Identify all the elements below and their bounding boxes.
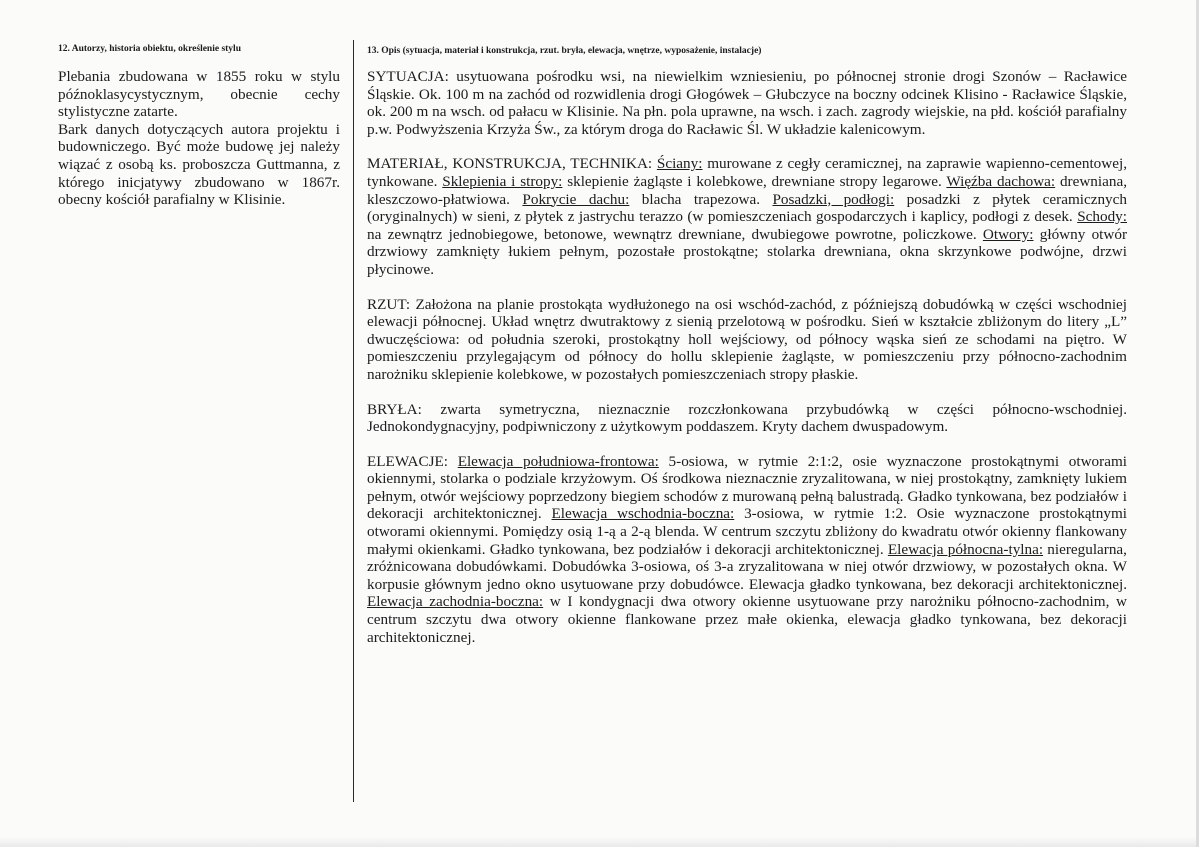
elewacja-wschodnia-label: Elewacja wschodnia-boczna: (551, 505, 735, 523)
posadzki-text: posadzki z płytek ceramicznych (oryginalnych) w sieni, z płytek z jastrychu terazzo (w pomieszczeniach gospodarczych i kaplicy, podłogi z desek. (367, 190, 1127, 226)
author-paragraph: Bark danych dotyczących autora projektu i budowniczego. Być może budowę jej należy wiązać z osobą ks. proboszcza Guttmanna, z którego inicjatywy zbudowano w 1867r. obecny kościół parafialny w Klisinie. (58, 120, 340, 209)
sklepienia-text: sklepienie żagląste i kolebkowe, drewniane stropy legarowe. (562, 172, 947, 190)
wiezba-text: drewniana, kleszczowo-płatwiowa. (367, 172, 1127, 208)
elewacja-polnocna-label: Elewacja północna-tylna: (887, 540, 1044, 558)
sciany-text: murowane z cegły ceramicznej, na zaprawie wapienno-cementowej, tynkowane. (367, 155, 1127, 190)
elewacja-wschodnia-text: 3-osiowa, w rytmie 1:2. Osie wyznaczone prostokątnymi otworami okiennymi. Pomiędzy osią 1-ą a 2-ą blenda. W centrum szczytu zbliżony do kwadratu otwór okienny flankowany małymi okienkami. Gładko tynkowana, bez podziałów i dekoracji architektonicznej. (367, 505, 1127, 558)
posadzki-label: Posadzki, podłogi: (772, 190, 895, 208)
section-12-body (58, 68, 340, 209)
elewacja-poludniowa-text: 5-osiowa, w rytmie 2:1:2, osie wyznaczone prostokątnymi otworami okiennymi, stolarka o podziale krzyżowym. Oś środkowa nieznacznie zryzalitowana, w niej prostokątny, zamknięty lukiem pełnym, otwór wejściowy poprzedzony biegiem schodów z murowaną pełną balustradą. Gładko tynkowana, bez podziałów i dekoracji architektonicznej. (367, 452, 1127, 523)
schody-label: Schody: (1077, 208, 1127, 226)
elewacja-poludniowa-label: Elewacja południowa-frontowa: (457, 452, 659, 470)
schody-text: na zewnątrz jednobiegowe, betonowe, wewnątrz drewniane, dwubiegowe powrotne, policzkowe. (367, 225, 983, 243)
column-divider (353, 40, 354, 802)
scan-bottom-edge (0, 837, 1199, 847)
wiezba-label: Więźba dachowa: (946, 172, 1056, 190)
section-12-heading: 12. Autorzy, historia obiektu, określenie stylu (58, 44, 241, 54)
pokrycie-text: blacha trapezowa. (629, 190, 773, 208)
sytuacja-paragraph: SYTUACJA: usytuowana pośrodku wsi, na niewielkim wzniesieniu, po północnej stronie drogi Szonów – Racławice Śląskie. Ok. 100 m na zachód od rozwidlenia drogi Głogówek – Głubczyce na boczny odcinek Klisino - Racławice Śląskie, ok. 200 m na wsch. od pałacu w Klisinie. Na płn. pola uprawne, na wsch. i zach. zagrody wiejskie, na płd. kościół parafialny p.w. Podwyższenia Krzyża Św., za którym droga do Racławic Śl. W układzie kalenicowym. (367, 68, 1127, 138)
sklepienia-label: Sklepienia i stropy: (442, 172, 563, 190)
sciany-label: Ściany: (656, 155, 703, 173)
elewacje-lead: ELEWACJE: (367, 452, 458, 470)
elewacja-zachodnia-label: Elewacja zachodnia-boczna: (367, 593, 544, 611)
bryla-paragraph: BRYŁA: zwarta symetryczna, nieznacznie rozczłonkowana przybudówką w części północno-wschodniej. Jednokondygnacyjny, podpiwniczony z użytkowym poddaszem. Kryty dachem dwuspadowym. (367, 400, 1127, 436)
otwory-label: Otwory: (982, 225, 1034, 243)
elewacja-polnocna-text: nieregularna, zróżnicowana dobudówkami. Dobudówka 3-osiowa, oś 3-a zryzalitowana w niej otwór drzwiowy, w pozostałych okna. W korpusie głównym jedno okno usytuowane przy dobudówce. Elewacja gładko tynkowana, bez dekoracji architektonicznej. (367, 540, 1127, 593)
pokrycie-label: Pokrycie dachu: (522, 190, 630, 208)
material-lead: MATERIAŁ, KONSTRUKCJA, TECHNIKA: (367, 155, 657, 173)
rzut-paragraph: RZUT: Założona na planie prostokąta wydłużonego na osi wschód-zachód, z późniejszą dobudówką w części wschodniej elewacji północnej. Układ wnętrz dwutraktowy z sienią przelotową w pośrodku. Sień w kształcie zbliżonym do litery „L” dwuczęściowa: od południa szeroki, prostokątny holl wejściowy, od północy wąska sień ze schodami na piętro. W pomieszczeniu przylegającym od północy do hollu sklepienie żagląste, w pomieszczeniu przy północno-zachodnim narożniku sklepienie kolebkowe, w pozostałych pomieszczeniach stropy płaskie. (367, 295, 1127, 383)
material-paragraph (367, 155, 1127, 278)
style-paragraph: Plebania zbudowana w 1855 roku w stylu późnoklasycystycznym, obecnie cechy stylistyczne zatarte. (58, 68, 340, 121)
elewacje-paragraph (367, 453, 1127, 647)
section-13-body (367, 68, 1127, 646)
otwory-text: główny otwór drzwiowy zamknięty łukiem pełnym, pozostałe prostokątne; stolarka drewniana, okna skrzynkowe podwójne, drzwi płycinowe. (367, 225, 1127, 278)
section-13-heading: 13. Opis (sytuacja, materiał i konstrukcja, rzut. bryła, elewacja, wnętrze, wyposażenie, instalacje) (367, 46, 762, 56)
elewacja-zachodnia-text: w I kondygnacji dwa otwory okienne usytuowane przy narożniku północno-zachodnim, w centrum szczytu dwa otwory okienne flankowane przez małe okienka, elewacja gładko tynkowana, bez dekoracji architektonicznej. (367, 593, 1127, 646)
description-column (367, 46, 1127, 663)
authors-history-column (58, 44, 340, 209)
